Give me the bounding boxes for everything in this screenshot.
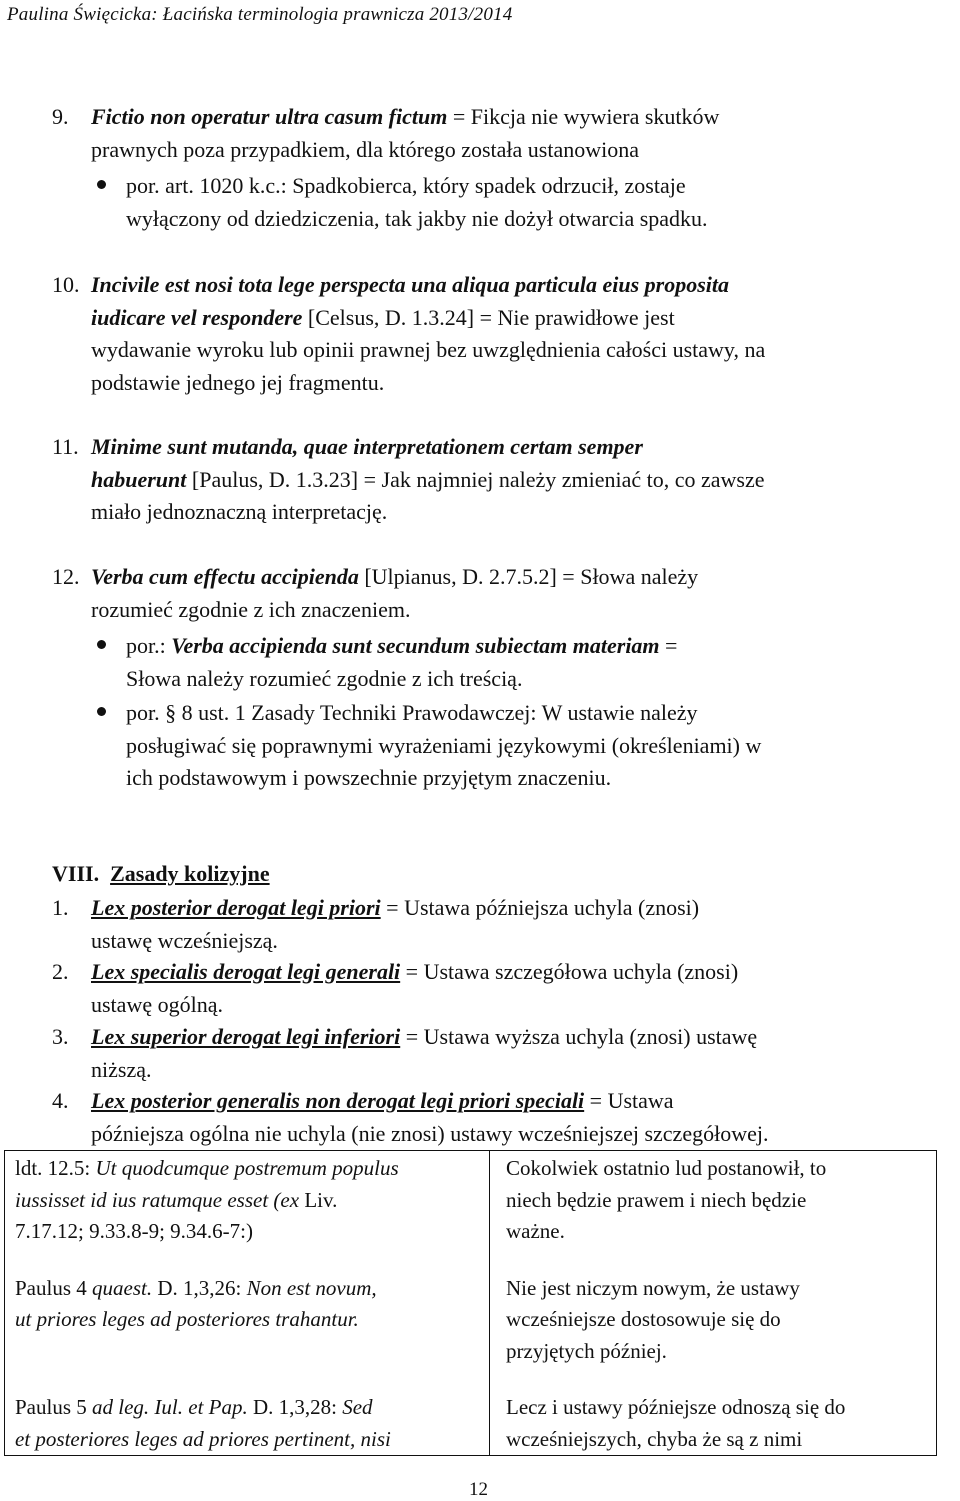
item-number: 10. xyxy=(52,272,80,297)
polish-translation-cell xyxy=(490,1151,937,1456)
latin-maxim: Fictio non operatur ultra casum fictum xyxy=(91,104,448,129)
rule-translation: = Ustawa późniejsza uchyla (znosi) xyxy=(380,895,700,920)
rule-translation-line: ustawę wcześniejszą. xyxy=(91,927,278,953)
latin-quote: Ut quodcumque postremum populus xyxy=(95,1156,399,1180)
rule-number: 3. xyxy=(52,1024,69,1049)
paragraph-sign: § xyxy=(165,700,177,725)
latin-maxim: Incivile est nosi tota lege perspecta una aliqua particula eius proposita xyxy=(91,272,730,297)
source-ref: D. 1,3,28: xyxy=(247,1395,343,1419)
source-ref: Paulus 5 xyxy=(15,1395,93,1419)
translation-line: Lecz i ustawy późniejsze odnoszą się do xyxy=(506,1395,846,1419)
section-number: VIII. xyxy=(52,861,100,886)
translation-line: wcześniejszych, chyba że są z nimi xyxy=(506,1426,803,1451)
source-ref-italic: quaest. xyxy=(92,1275,153,1300)
item-9-note xyxy=(126,170,708,235)
latin-maxim-cont: habuerunt xyxy=(91,466,187,492)
item-11 xyxy=(91,431,765,529)
rule-translation: = Ustawa xyxy=(584,1088,674,1113)
table-row xyxy=(5,1151,937,1456)
translation-line: wcześniejsze dostosowuje się do xyxy=(506,1307,781,1331)
item-12-note-2 xyxy=(126,697,761,795)
rule-2 xyxy=(91,956,738,1021)
source-and-translation: [Paulus, D. 1.3.23] = Jak najmniej należy zmieniać to, co zawsze xyxy=(186,466,765,492)
latin-quote: Non est novum, xyxy=(246,1275,377,1300)
item-number: 11. xyxy=(52,434,79,459)
latin-quote: ut priores leges ad posteriores trahantur. xyxy=(15,1307,359,1331)
note-line: wyłączony od dziedziczenia, tak jakby nie dożył otwarcia spadku. xyxy=(126,205,708,231)
bullet-icon xyxy=(97,180,106,189)
translation-line: rozumieć zgodnie z ich znaczeniem. xyxy=(91,596,411,622)
latin-maxim: Verba accipienda sunt secundum subiectam materiam xyxy=(171,633,660,658)
rule-4 xyxy=(91,1085,768,1150)
latin-quote: et posteriores leges ad priores pertinent, nisi xyxy=(15,1426,391,1451)
source-ref-italic: ad leg. Iul. et Pap. xyxy=(92,1395,248,1419)
note-prefix: por.: xyxy=(126,633,172,658)
note-line: por. art. 1020 k.c.: Spadkobierca, który spadek odrzucił, zostaje xyxy=(126,173,686,198)
latin-rule: Lex specialis derogat legi generali xyxy=(91,959,401,984)
note-line: Słowa należy rozumieć zgodnie z ich treścią. xyxy=(126,665,523,691)
source-ref: D. 1,3,26: xyxy=(152,1275,247,1300)
source-ref: Paulus 4 xyxy=(15,1275,93,1300)
bullet-icon xyxy=(97,640,106,649)
translation-line: niech będzie prawem i niech będzie xyxy=(506,1187,807,1212)
translation-line: przyjętych później. xyxy=(506,1338,667,1363)
note-text: 8 ust. 1 Zasady Techniki Prawodawczej: W ustawie należy xyxy=(176,700,698,725)
running-header: Paulina Święcicka: Łacińska terminologia prawnicza 2013/2014 xyxy=(7,4,513,25)
section-title: Zasady kolizyjne xyxy=(110,861,270,886)
note-line: ich podstawowym i powszechnie przyjętym znaczeniu. xyxy=(126,765,612,790)
rule-3 xyxy=(91,1021,757,1086)
source-ref: 7.17.12; 9.33.8-9; 9.34.6-7:) xyxy=(15,1219,253,1243)
latin-maxim: Verba cum effectu accipienda xyxy=(91,564,359,589)
item-12 xyxy=(91,561,698,626)
note-line: posługiwać się poprawnymi wyrażeniami językowymi (określeniami) w xyxy=(126,732,762,758)
source-ref: Liv. xyxy=(299,1187,338,1212)
rule-translation-line: późniejsza ogólna nie uchyla (nie znosi) ustawy wcześniejszej szczegółowej. xyxy=(91,1120,769,1146)
rule-number: 4. xyxy=(52,1088,69,1113)
latin-rule: Lex posterior derogat legi priori xyxy=(91,895,381,920)
section-heading xyxy=(52,858,270,890)
source-and-translation: [Ulpianus, D. 2.7.5.2] = Słowa należy xyxy=(358,564,699,589)
note-eq: = xyxy=(659,633,678,658)
latin-rule: Lex superior derogat legi inferiori xyxy=(91,1024,401,1049)
latin-quote: iussisset id ius ratumque esset (ex xyxy=(15,1187,300,1212)
rule-1 xyxy=(91,892,699,957)
latin-rule: Lex posterior generalis non derogat legi priori speciali xyxy=(91,1088,585,1113)
item-9 xyxy=(91,101,719,166)
item-10 xyxy=(91,269,765,399)
translation-line: miało jednoznaczną interpretację. xyxy=(91,499,388,524)
rule-translation: = Ustawa szczegółowa uchyla (znosi) xyxy=(400,959,739,984)
rule-translation-line: ustawę ogólną. xyxy=(91,991,223,1017)
source-and-translation: [Celsus, D. 1.3.24] = Nie prawidłowe jest xyxy=(302,304,675,330)
latin-quote: Sed xyxy=(342,1395,373,1419)
rule-number: 2. xyxy=(52,959,69,984)
rule-translation-line: niższą. xyxy=(91,1056,152,1082)
latin-maxim: Minime sunt mutanda, quae interpretationem certam semper xyxy=(91,434,643,459)
rule-number: 1. xyxy=(52,895,69,920)
latin-maxim-cont: iudicare vel respondere xyxy=(91,304,303,330)
translation-line: podstawie jednego jej fragmentu. xyxy=(91,369,385,395)
page-number: 12 xyxy=(469,1479,488,1500)
sources-table xyxy=(4,1150,937,1456)
note-prefix: por. xyxy=(126,700,166,725)
rule-translation: = Ustawa wyższa uchyla (znosi) ustawę xyxy=(400,1024,758,1049)
item-12-note-1 xyxy=(126,630,677,695)
translation-line: Nie jest niczym nowym, że ustawy xyxy=(506,1275,800,1300)
item-number: 9. xyxy=(52,104,69,129)
item-number: 12. xyxy=(52,564,80,589)
translation-line: ważne. xyxy=(506,1219,565,1243)
translation-line: Cokolwiek ostatnio lud postanowił, to xyxy=(506,1156,827,1180)
translation: = Fikcja nie wywiera skutków xyxy=(447,104,720,129)
latin-source-cell xyxy=(5,1151,490,1456)
bullet-icon xyxy=(97,707,106,716)
translation-line: prawnych poza przypadkiem, dla którego została ustanowiona xyxy=(91,136,639,162)
source-ref: ldt. 12.5: xyxy=(15,1156,96,1180)
translation-line: wydawanie wyroku lub opinii prawnej bez uwzględnienia całości ustawy, na xyxy=(91,337,766,362)
